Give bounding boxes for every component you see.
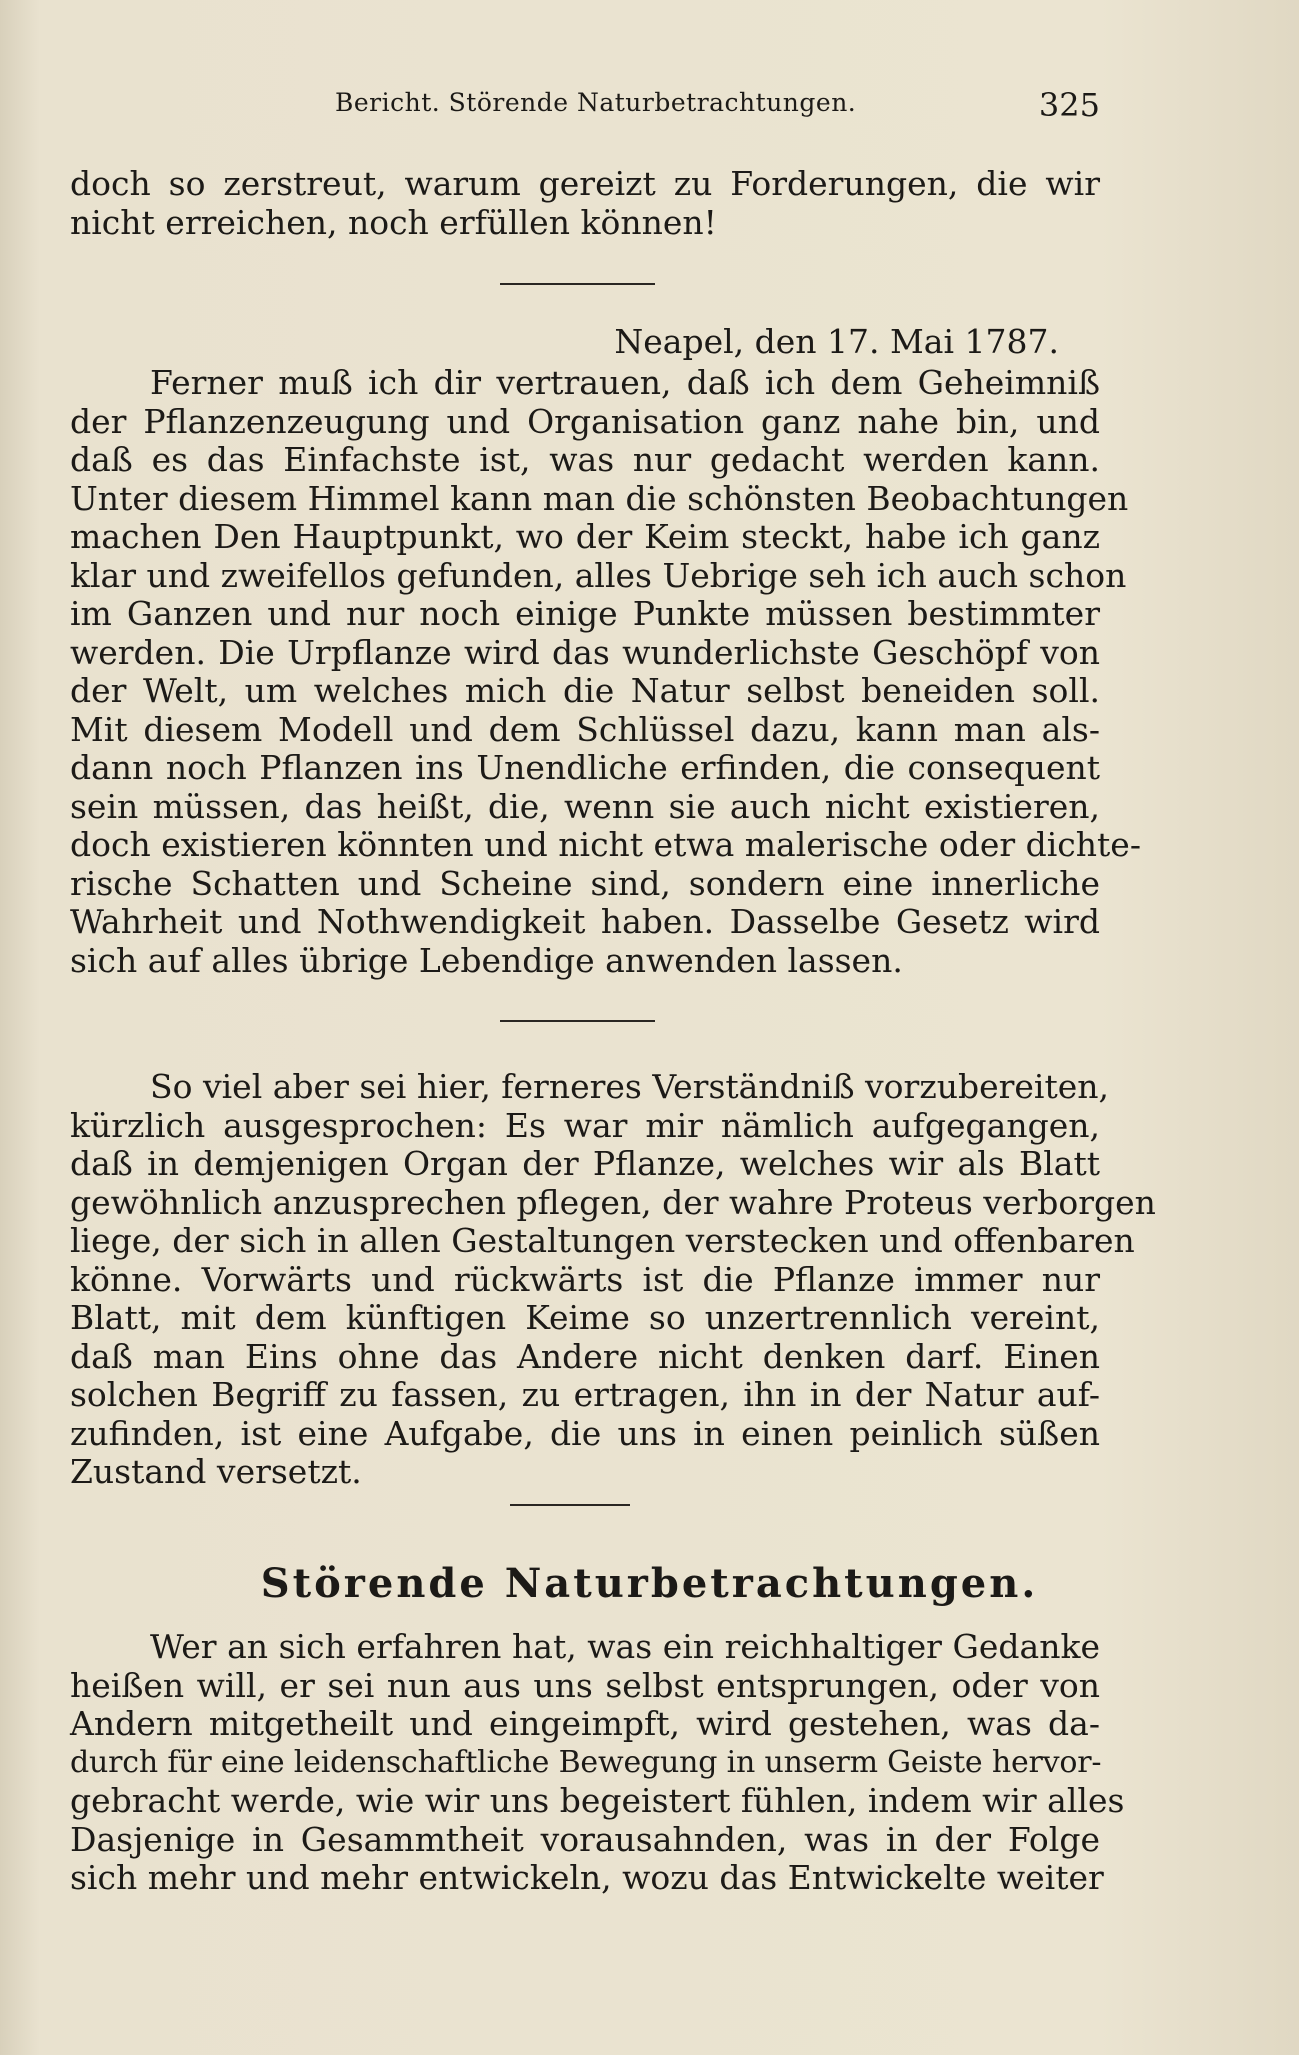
text-line: Wer an sich erfahren hat, was ein reichhaltiger Gedanke bbox=[150, 1627, 1100, 1666]
text-line: sich mehr und mehr entwickeln, wozu das Entwickelte weiter bbox=[70, 1858, 1104, 1897]
page-header bbox=[70, 88, 1100, 128]
text-line: heißen will, er sei nun aus uns selbst entsprungen, oder von bbox=[70, 1665, 1100, 1705]
running-head: Bericht. Störende Naturbetrachtungen. bbox=[335, 88, 857, 117]
text-line: nicht erreichen, noch erfüllen können! bbox=[70, 202, 717, 242]
separator-rule bbox=[500, 283, 655, 285]
text-line: sein müssen, das heißt, die, wenn sie auch nicht existieren, bbox=[70, 786, 1100, 826]
text-line: machen Den Hauptpunkt, wo der Keim steckt, habe ich ganz bbox=[70, 517, 1100, 556]
text-line: der Pflanzenzeugung und Organisation ganz nahe bin, und bbox=[70, 401, 1100, 441]
page-number: 325 bbox=[1038, 86, 1100, 124]
dateline: Neapel, den 17. Mai 1787. bbox=[614, 322, 1059, 361]
text-line: sich auf alles übrige Lebendige anwenden lassen. bbox=[70, 940, 903, 980]
text-line: Blatt, mit dem künftigen Keime so unzertrennlich vereint, bbox=[70, 1298, 1100, 1337]
text-line: kürzlich ausgesprochen: Es war mir nämlich aufgegangen, bbox=[70, 1105, 1100, 1145]
text-line: der Welt, um welches mich die Natur selbst beneiden soll. bbox=[70, 671, 1100, 710]
text-line: Mit diesem Modell und dem Schlüssel dazu, kann man als- bbox=[70, 709, 1100, 749]
text-line: gewöhnlich anzusprechen pflegen, der wahre Proteus verborgen bbox=[70, 1182, 1156, 1222]
paragraph-proteus bbox=[70, 1067, 1156, 1492]
text-line: daß man Eins ohne das Andere nicht denken darf. Einen bbox=[70, 1336, 1100, 1376]
text-line: Andern mitgetheilt und eingeimpft, wird gestehen, was da- bbox=[70, 1704, 1100, 1743]
text-line: So viel aber sei hier, ferneres Verständniß vorzubereiten, bbox=[150, 1067, 1109, 1106]
text-line: doch so zerstreut, warum gereizt zu Forderungen, die wir bbox=[70, 164, 1100, 203]
section-title: Störende Naturbetrachtungen. bbox=[260, 1560, 1039, 1607]
paragraph-continuation bbox=[70, 165, 1100, 242]
text-line: daß es das Einfachste ist, was nur gedacht werden kann. bbox=[70, 440, 1100, 479]
text-line: daß in demjenigen Organ der Pflanze, welches wir als Blatt bbox=[70, 1144, 1100, 1183]
text-line: werden. Die Urpflanze wird das wunderlichste Geschöpf von bbox=[70, 632, 1100, 672]
text-line: gebracht werde, wie wir uns begeistert fühlen, indem wir alles bbox=[70, 1781, 1125, 1820]
text-line: doch existieren könnten und nicht etwa malerische oder dichte- bbox=[70, 825, 1141, 864]
text-line: im Ganzen und nur noch einige Punkte müssen bestimmter bbox=[70, 594, 1100, 633]
text-line: Dasjenige in Gesammtheit vorausahnden, was in der Folge bbox=[70, 1819, 1100, 1859]
text-line: klar und zweifellos gefunden, alles Uebrige seh ich auch schon bbox=[70, 555, 1127, 595]
text-line: liege, der sich in allen Gestaltungen verstecken und offenbaren bbox=[70, 1221, 1135, 1260]
text-line: dann noch Pflanzen ins Unendliche erfinden, die consequent bbox=[70, 748, 1100, 787]
text-line: Ferner muß ich dir vertrauen, daß ich dem Geheimniß bbox=[150, 363, 1100, 402]
text-line: durch für eine leidenschaftliche Bewegung in unserm Geiste hervor- bbox=[70, 1744, 1102, 1780]
text-line: Unter diesem Himmel kann man die schönsten Beobachtungen bbox=[70, 478, 1129, 518]
separator-rule bbox=[500, 1020, 655, 1022]
text-line: rische Schatten und Scheine sind, sondern eine innerliche bbox=[70, 863, 1100, 903]
paragraph-section-opening bbox=[70, 1627, 1125, 1898]
text-line: Wahrheit und Nothwendigkeit haben. Dasselbe Gesetz wird bbox=[70, 902, 1100, 941]
text-line: solchen Begriff zu fassen, zu ertragen, ihn in der Natur auf- bbox=[70, 1375, 1100, 1414]
separator-rule bbox=[510, 1504, 630, 1506]
text-line: könne. Vorwärts und rückwärts ist die Pflanze immer nur bbox=[70, 1259, 1100, 1299]
paragraph-letter bbox=[70, 363, 1141, 980]
text-line: Zustand versetzt. bbox=[70, 1452, 362, 1491]
text-line: zufinden, ist eine Aufgabe, die uns in einen peinlich süßen bbox=[70, 1413, 1100, 1453]
